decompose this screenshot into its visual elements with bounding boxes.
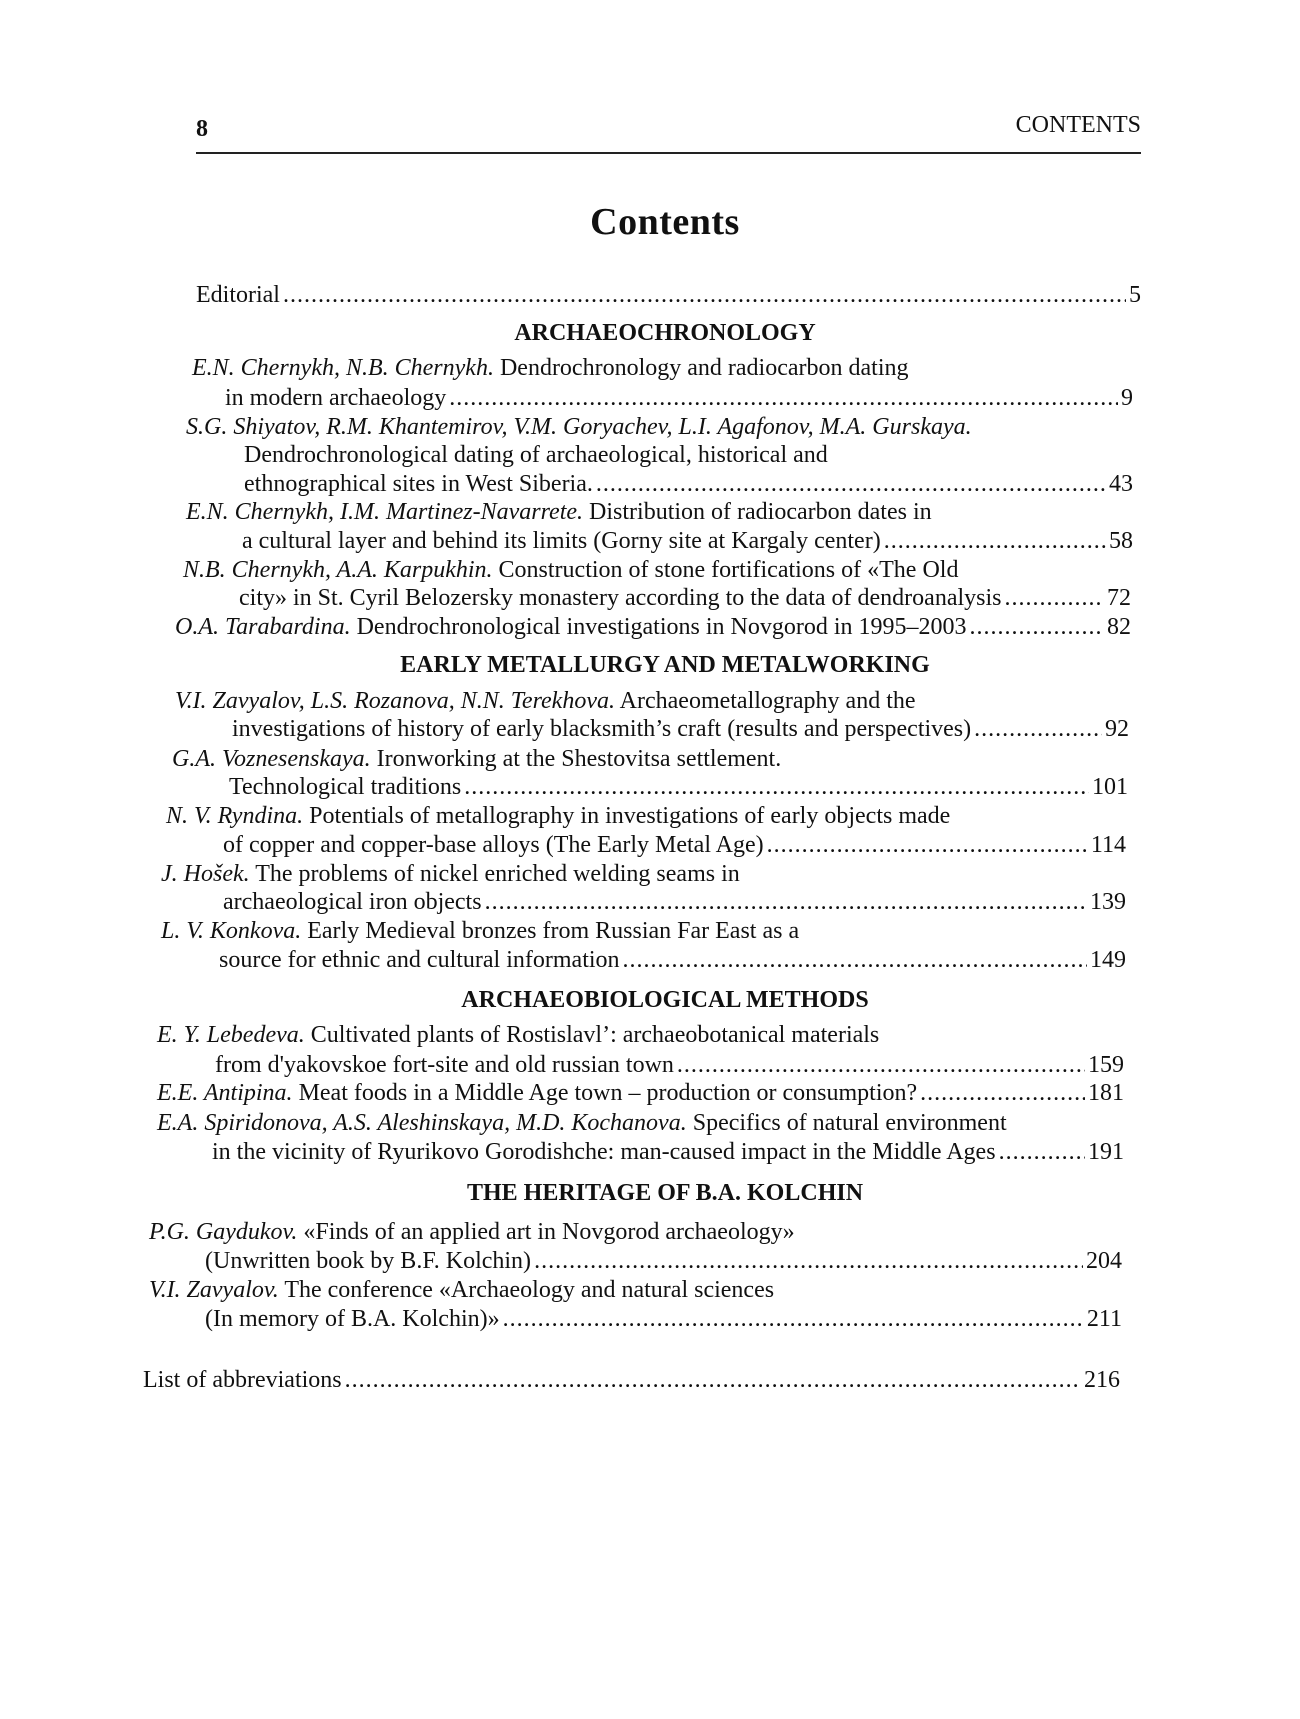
- entry-page: 92: [1105, 716, 1129, 742]
- entry-title: Ironworking at the Shestovitsa settlement.: [376, 746, 782, 772]
- toc-entry-last-line: [239, 583, 1131, 613]
- dot-leader: [1004, 583, 1104, 613]
- toc-entry-last-line: [215, 1050, 1124, 1080]
- entry-authors: E. Y. Lebedeva.: [157, 1022, 305, 1048]
- toc-entry-first-line: [161, 916, 799, 946]
- entry-title: Technological traditions: [229, 774, 462, 800]
- entry-title: from d'yakovskoe fort-site and old russian town: [215, 1052, 674, 1078]
- entry-title: of copper and copper-base alloys (The Early Metal Age): [223, 832, 764, 858]
- entry-authors: P.G. Gaydukov.: [149, 1219, 298, 1245]
- toc-entry-first-line: [175, 686, 916, 716]
- entry-title: Distribution of radiocarbon dates in: [589, 499, 932, 525]
- entry-authors: S.G. Shiyatov, R.M. Khantemirov, V.M. Goryachev, L.I. Agafonov, M.A. Gurskaya.: [186, 414, 972, 440]
- toc-entry-title-line: [244, 440, 828, 470]
- entry-page: 181: [1088, 1080, 1124, 1106]
- toc-entry-first-line: [157, 1108, 1007, 1138]
- toc-entry-last-line: [225, 383, 1133, 413]
- entry-authors: J. Hošek.: [161, 861, 250, 887]
- entry-text: [175, 612, 967, 642]
- entry-page: 139: [1090, 889, 1126, 915]
- toc-entry-last-line: [205, 1246, 1122, 1276]
- entry-authors: N.B. Chernykh, A.A. Karpukhin.: [183, 557, 493, 583]
- entry-title: source for ethnic and cultural information: [219, 947, 620, 973]
- entry-page: 58: [1109, 528, 1133, 554]
- dot-leader: [485, 887, 1087, 917]
- dot-leader: [920, 1078, 1085, 1108]
- toc-entry-first-line: [149, 1217, 795, 1247]
- section-heading: THE HERITAGE OF B.A. KOLCHIN: [466, 1180, 864, 1206]
- entry-authors: E.A. Spiridonova, A.S. Aleshinskaya, M.D. Kochanova.: [157, 1110, 687, 1136]
- dot-leader: [503, 1304, 1084, 1334]
- toc-entry-first-line: [186, 497, 932, 527]
- toc-entry-last-line: [223, 887, 1126, 917]
- entry-authors: E.N. Chernykh, I.M. Martinez-Navarrete.: [186, 499, 584, 525]
- entry-authors: L. V. Konkova.: [161, 918, 302, 944]
- entry-title: Editorial: [196, 282, 280, 308]
- toc-entry-last-line: [223, 830, 1126, 860]
- page-title: Contents: [590, 201, 740, 243]
- toc-entry-first-line: [192, 353, 909, 383]
- entry-page: 149: [1090, 947, 1126, 973]
- entry-authors: G.A. Voznesenskaya.: [172, 746, 371, 772]
- toc-entry-last-line: [219, 945, 1126, 975]
- entry-title: ethnographical sites in West Siberia.: [244, 471, 593, 497]
- toc-entry-abbreviations: [143, 1365, 1120, 1395]
- toc-entry-last-line: [244, 469, 1133, 499]
- entry-authors: O.A. Tarabardina.: [175, 614, 351, 640]
- entry-title: city» in St. Cyril Belozersky monastery according to the data of dendroanalysis: [239, 585, 1002, 611]
- entry-title: in modern archaeology: [225, 385, 447, 411]
- toc-entry-last-line: [229, 772, 1128, 802]
- entry-page: 216: [1084, 1367, 1120, 1393]
- entry-page: 101: [1092, 774, 1128, 800]
- entry-title: List of abbreviations: [143, 1367, 342, 1393]
- toc-entry-first-line: [172, 744, 781, 774]
- entry-title: Specifics of natural environment: [692, 1110, 1007, 1136]
- page-number: 8: [196, 116, 208, 142]
- section-heading: ARCHAEOCHRONOLOGY: [514, 320, 816, 346]
- entry-authors: N. V. Ryndina.: [166, 803, 304, 829]
- entry-title: (In memory of B.A. Kolchin)»: [205, 1306, 500, 1332]
- dot-leader: [283, 280, 1126, 310]
- entry-page: 82: [1107, 614, 1131, 640]
- entry-page: 211: [1086, 1306, 1122, 1332]
- entry-title: Dendrochronology and radiocarbon dating: [499, 355, 909, 381]
- dot-leader: [970, 612, 1104, 642]
- entry-title: The problems of nickel enriched welding seams in: [255, 861, 740, 887]
- entry-page: 114: [1090, 832, 1126, 858]
- section-heading: ARCHAEOBIOLOGICAL METHODS: [461, 987, 869, 1013]
- entry-page: 191: [1088, 1139, 1124, 1165]
- entry-title: The conference «Archaeology and natural sciences: [284, 1277, 775, 1303]
- dot-leader: [464, 772, 1089, 802]
- entry-page: 9: [1121, 385, 1133, 411]
- toc-entry-first-line: [157, 1020, 879, 1050]
- toc-entry-first-line: [161, 859, 740, 889]
- entry-page: 159: [1088, 1052, 1124, 1078]
- entry-title: Cultivated plants of Rostislavl’: archaeobotanical materials: [310, 1022, 880, 1048]
- section-heading: EARLY METALLURGY AND METALWORKING: [400, 652, 930, 678]
- entry-authors: E.E. Antipina.: [157, 1080, 293, 1106]
- entry-page: 72: [1107, 585, 1131, 611]
- entry-title: Dendrochronological dating of archaeological, historical and: [244, 442, 828, 468]
- dot-leader: [999, 1137, 1085, 1167]
- entry-title: Construction of stone fortifications of «The Old: [498, 557, 959, 583]
- toc-entry: [175, 612, 1131, 642]
- entry-title: in the vicinity of Ryurikovo Gorodishche: man-caused impact in the Middle Ages: [212, 1139, 996, 1165]
- dot-leader: [534, 1246, 1083, 1276]
- entry-authors: E.N. Chernykh, N.B. Chernykh.: [192, 355, 494, 381]
- toc-entry-authors-line: [186, 412, 972, 442]
- dot-leader: [449, 383, 1118, 413]
- entry-title: Early Medieval bronzes from Russian Far East as a: [307, 918, 800, 944]
- entry-authors: V.I. Zavyalov.: [149, 1277, 279, 1303]
- toc-entry-last-line: [232, 714, 1129, 744]
- entry-title: (Unwritten book by B.F. Kolchin): [205, 1248, 532, 1274]
- entry-title: Dendrochronological investigations in Novgorod in 1995–2003: [356, 614, 967, 640]
- entry-authors: V.I. Zavyalov, L.S. Rozanova, N.N. Terekhova.: [175, 688, 615, 714]
- dot-leader: [767, 830, 1088, 860]
- entry-page: 5: [1129, 282, 1141, 308]
- toc-entry-editorial: [196, 280, 1141, 310]
- entry-title: investigations of history of early blacksmith’s craft (results and perspectives): [232, 716, 972, 742]
- toc-entry-first-line: [183, 555, 958, 585]
- toc-entry-first-line: [149, 1275, 774, 1305]
- entry-title: archaeological iron objects: [223, 889, 482, 915]
- running-title: CONTENTS: [1015, 112, 1141, 138]
- dot-leader: [596, 469, 1106, 499]
- entry-page: 204: [1086, 1248, 1122, 1274]
- entry-title: Meat foods in a Middle Age town – production or consumption?: [298, 1080, 918, 1106]
- toc-entry: [157, 1078, 1124, 1108]
- entry-title: a cultural layer and behind its limits (Gorny site at Kargaly center): [242, 528, 881, 554]
- toc-entry-last-line: [205, 1304, 1122, 1334]
- entry-title: Potentials of metallography in investigations of early objects made: [309, 803, 951, 829]
- toc-entry-first-line: [166, 801, 950, 831]
- entry-title: «Finds of an applied art in Novgorod archaeology»: [303, 1219, 795, 1245]
- dot-leader: [884, 526, 1106, 556]
- dot-leader: [677, 1050, 1085, 1080]
- entry-text: [157, 1078, 917, 1108]
- entry-page: 43: [1109, 471, 1133, 497]
- dot-leader: [623, 945, 1087, 975]
- toc-entry-last-line: [242, 526, 1133, 556]
- entry-title: Archaeometallography and the: [619, 688, 916, 714]
- dot-leader: [974, 714, 1102, 744]
- toc-entry-last-line: [212, 1137, 1124, 1167]
- dot-leader: [345, 1365, 1081, 1395]
